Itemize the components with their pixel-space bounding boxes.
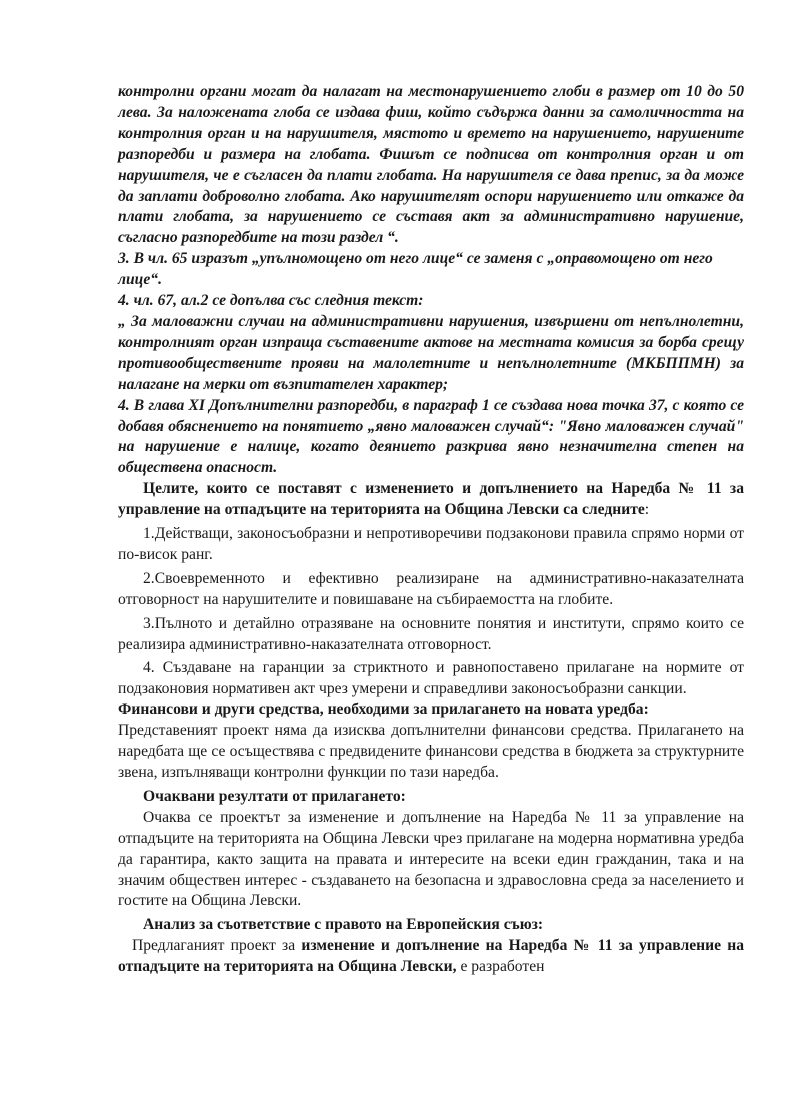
goals-heading-colon: : [644, 501, 650, 519]
finance-text: Представеният проект няма да изисква допълнителни финансови средства. Прилагането на наредбата ще се осъществява с предвидените финансови средства в бюджета за структурните звена, изпълняващи контролни функции по тази наредба. [118, 722, 744, 781]
eu-text-bold: изменение и допълнение на Наредба № 11 за управление на отпадъците на територията на Община Левски, [118, 937, 744, 976]
goal-item-1: 1.Действащи, законосъобразни и непротиворечиви подзаконови правила спрямо норми от по-висок ранг. [118, 525, 744, 563]
goal-item-4: 4. Създаване на гаранции за стриктното и равнопоставено прилагане на нормите от подзаконовия нормативен акт чрез умерени и справедливи законосъобразни санкции. [118, 659, 744, 698]
eu-text [118, 936, 744, 978]
goal-item-3: 3.Пълното и детайлно отразяване на основните понятия и институти, спрямо които се реализира административно-наказателната отговорност. [118, 614, 744, 653]
italic-paragraph-fines: контролни органи могат да налагат на местонарушението глоби в размер от 10 до 50 лева. За наложената глоба се издава фиш, който съдържа данни за самоличността на контролния орган и на нарушителя, мястото и времето на нарушението, нарушените разпоредби и размера на глобата. Фишът се подписва от контролния орган и от нарушителя, че е съгласен да плати глобата. На нарушителя се дава препис, за да може да заплати доброволно глобата. Ако нарушителят оспори нарушението или откаже да плати глобата, за нарушението се съставя акт за административно нарушение, съгласно разпоредбите на този раздел “. [118, 83, 744, 247]
document-page [118, 82, 744, 978]
italic-paragraph-chapter11: 4. В глава XI Допълнителни разпоредби, в параграф 1 се създава нова точка 37, с която се добавя обяснението на понятието „явно маловажен случай“: "Явно маловажен случай" на нарушение е налице, когато деянието разкрива явно незначителна степен на обществена опасност. [118, 396, 744, 477]
results-heading: Очаквани резултати от прилагането: [143, 787, 406, 805]
eu-text-suffix: е разработен [456, 958, 545, 976]
goals-heading-text: Целите, които се поставят с изменението и допълнението на Наредба № 11 за управление на отпадъците на територията на Община Левски са следните [118, 480, 744, 519]
goals-heading [118, 479, 744, 521]
italic-paragraph-art67-text: „ За маловажни случаи на административни нарушения, извършени от непълнолетни, контролният орган изпраща съставените актове на местната комисия за борба срещу противообществените прояви на малолетните и непълнолетните (МКБППМН) за налагане на мерки от възпитателен характер; [118, 312, 744, 393]
italic-paragraph-art65: 3. В чл. 65 изразът „упълномощено от него лице“ се заменя с „оправомощено от него лице“. [118, 250, 713, 289]
finance-heading: Финансови и други средства, необходими за прилагането на новата уредба: [118, 701, 649, 719]
goal-item-2: 2.Своевременното и ефективно реализиране на административно-наказателната отговорност на нарушителите и повишаване на събираемостта на глобите. [118, 569, 744, 608]
eu-heading: Анализ за съответствие с правото на Европейския съюз: [143, 916, 544, 934]
italic-paragraph-art67-intro: 4. чл. 67, ал.2 се допълва със следния текст: [118, 292, 424, 310]
eu-text-prefix: Предлаганият проект за [132, 937, 302, 955]
results-text: Очаква се проектът за изменение и допълнение на Наредба № 11 за управление на отпадъците на територията на Община Левски чрез прилагане на модерна нормативна уредба да гарантира, както защита на правата и интересите на всеки един гражданин, така и на значим обществен интерес - създаването на безопасна и здравословна среда за населението и гостите на Община Левски. [118, 808, 744, 910]
